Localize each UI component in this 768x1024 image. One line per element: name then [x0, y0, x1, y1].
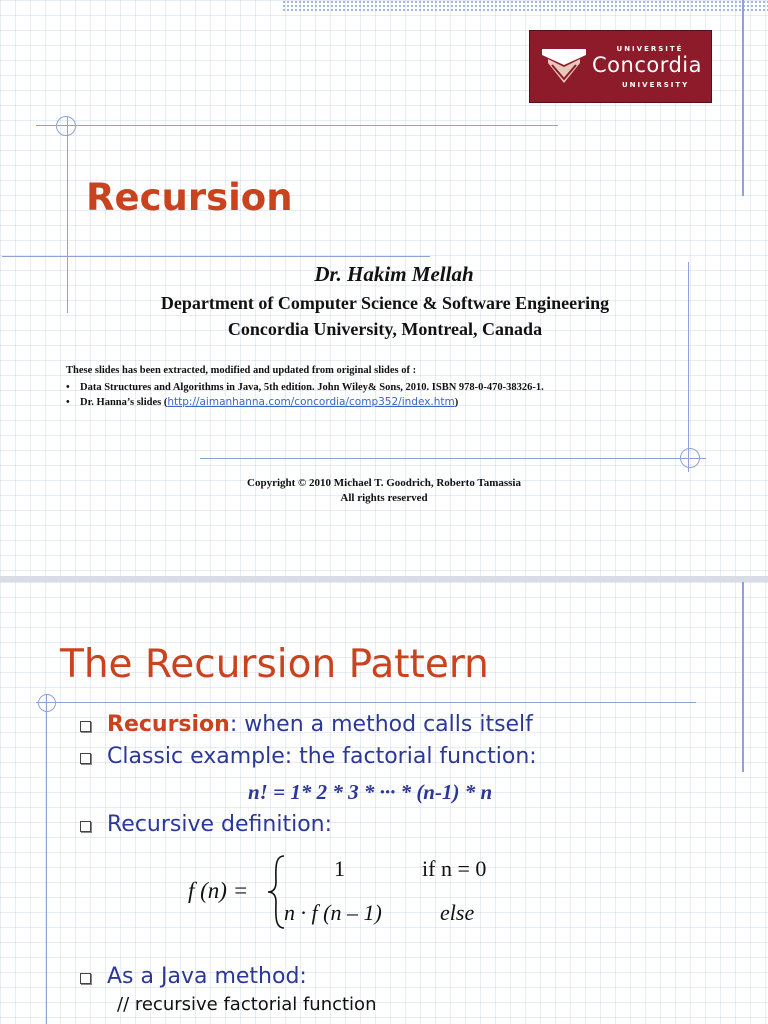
- source-prefix: Dr. Hanna’s slides (: [80, 397, 168, 408]
- decor-line-horizontal: [36, 702, 696, 703]
- logo-name-text: Concordia: [592, 53, 703, 77]
- square-bullet-icon: [80, 973, 91, 984]
- source-text: Data Structures and Algorithms in Java, 5th edition. John Wiley& Sons, 2010. ISBN 978-0-470-38326-1.: [80, 382, 544, 393]
- copyright-block: [0, 476, 768, 506]
- decor-line-horizontal: [36, 125, 558, 126]
- decor-line-right: [742, 582, 744, 772]
- slide-title: Recursion: [86, 176, 293, 219]
- department: Department of Computer Science & Software Engineering: [160, 293, 610, 313]
- decor-line-left: [46, 694, 47, 1024]
- case1-condition: if n = 0: [422, 856, 487, 881]
- source-item: [66, 382, 544, 393]
- concordia-logo: [529, 30, 712, 103]
- university: Concordia University, Montreal, Canada: [227, 319, 543, 339]
- recursion-pattern-slide: [0, 582, 768, 1024]
- bullet-text: Recursive definition:: [107, 812, 333, 837]
- decor-line-mid: [2, 256, 430, 257]
- code-comment: // recursive factorial function: [117, 994, 377, 1015]
- decor-circle: [38, 694, 56, 712]
- square-bullet-icon: [80, 721, 91, 732]
- copyright-text: Copyright © 2010 Michael T. Goodrich, Roberto Tamassia: [247, 477, 521, 489]
- case2-condition: else: [440, 900, 475, 925]
- formula-brace: [268, 856, 284, 928]
- decor-dots-top: [282, 0, 768, 12]
- factorial-expression: n! = 1* 2 * 3 * ··· * (n-1) * n: [248, 780, 493, 804]
- bullet-text: Classic example: the factorial function:: [107, 744, 537, 769]
- sources-intro: These slides has been extracted, modified and updated from original slides of :: [66, 365, 417, 376]
- sources-list: [66, 382, 544, 411]
- recursion-term: Recursion: [107, 712, 230, 737]
- bullet-text: As a Java method:: [107, 964, 307, 989]
- bullet-dot: •: [66, 382, 70, 393]
- university-crest-icon: [538, 43, 590, 89]
- decor-line-lower: [200, 458, 706, 459]
- logo-bottom-text: UNIVERSITY: [622, 81, 690, 89]
- bullet-dot: •: [66, 397, 70, 408]
- formula-lhs: f (n) =: [188, 878, 249, 903]
- decor-circle-lower: [680, 448, 700, 468]
- decor-circle: [56, 116, 76, 136]
- recursion-definition: : when a method calls itself: [229, 712, 533, 737]
- logo-top-text: UNIVERSITÉ: [616, 45, 684, 53]
- square-bullet-icon: [80, 753, 91, 764]
- slide-title: The Recursion Pattern: [60, 642, 489, 687]
- decor-line-right: [742, 0, 744, 196]
- square-bullet-icon: [80, 821, 91, 832]
- source-suffix: ): [454, 397, 459, 408]
- case1-value: 1: [334, 856, 345, 881]
- rights-text: All rights reserved: [340, 492, 428, 504]
- case2-value: n · f (n – 1): [284, 900, 382, 925]
- source-link[interactable]: http://aimanhanna.com/concordia/comp352/index.htm: [167, 396, 455, 408]
- author-name: Dr. Hakim Mellah: [314, 262, 474, 286]
- piecewise-formula: [186, 852, 526, 932]
- source-item: [66, 396, 544, 408]
